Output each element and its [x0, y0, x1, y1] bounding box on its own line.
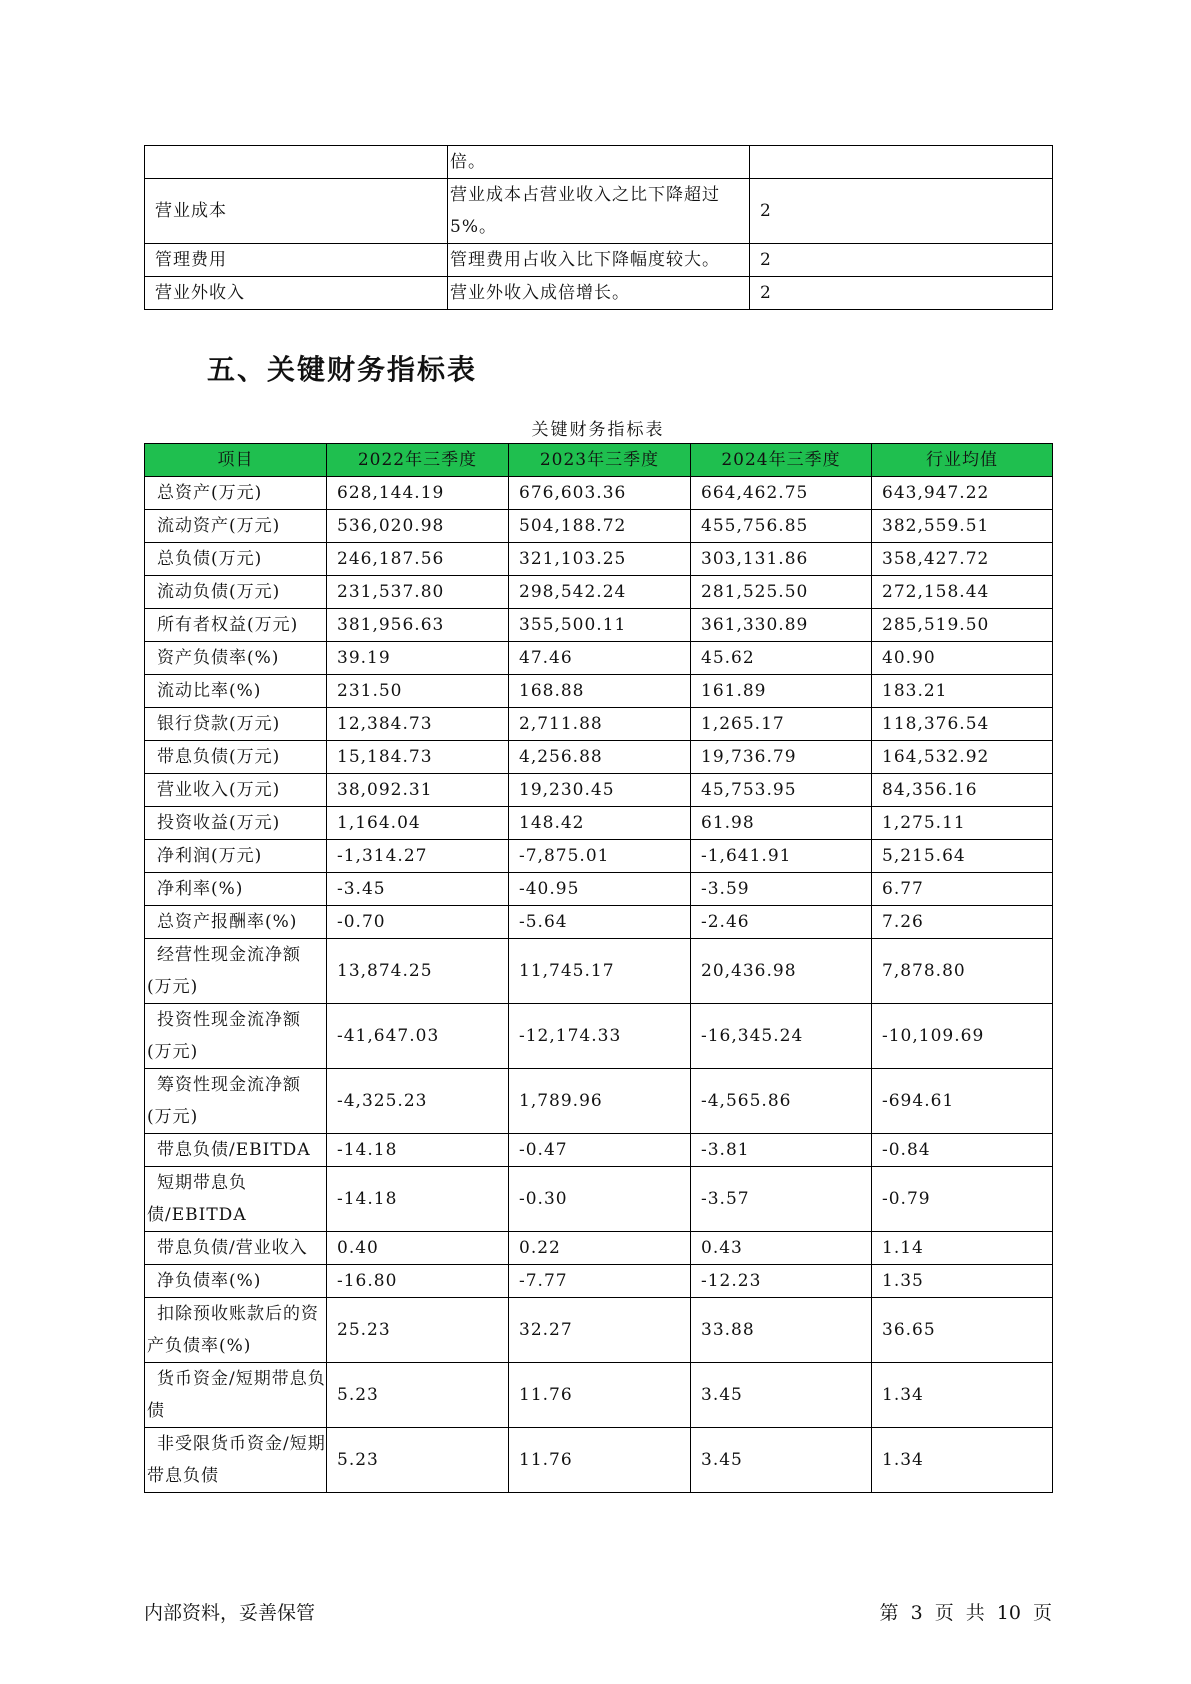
value-cell: 381,956.63	[327, 609, 509, 642]
table-body	[145, 477, 1053, 1493]
footer-page-number: 第 3 页 共 10 页	[879, 1602, 1052, 1624]
column-header: 行业均值	[872, 444, 1053, 477]
value-cell: 1.14	[872, 1232, 1053, 1265]
indicator-label: 带息负债/EBITDA	[145, 1134, 327, 1167]
score-cell: 2	[750, 277, 1053, 310]
value-cell: 148.42	[509, 807, 691, 840]
value-cell: 36.65	[872, 1298, 1053, 1363]
value-cell: -2.46	[691, 906, 872, 939]
value-cell: -3.57	[691, 1167, 872, 1232]
value-cell: 11.76	[509, 1428, 691, 1493]
table-row	[145, 510, 1053, 543]
table-row	[145, 244, 1053, 277]
value-cell: -16,345.24	[691, 1004, 872, 1069]
value-cell: -3.81	[691, 1134, 872, 1167]
key-financial-indicators-table	[144, 443, 1053, 1493]
value-cell: -0.79	[872, 1167, 1053, 1232]
item-cell: 营业外收入	[145, 277, 448, 310]
value-cell: 11.76	[509, 1363, 691, 1428]
indicator-label: 流动负债(万元)	[145, 576, 327, 609]
value-cell: -1,314.27	[327, 840, 509, 873]
value-cell: -12.23	[691, 1265, 872, 1298]
indicator-label: 总负债(万元)	[145, 543, 327, 576]
indicator-label: 流动比率(%)	[145, 675, 327, 708]
value-cell: -12,174.33	[509, 1004, 691, 1069]
indicator-label: 净利率(%)	[145, 873, 327, 906]
indicator-label: 带息负债/营业收入	[145, 1232, 327, 1265]
table-row	[145, 1069, 1053, 1134]
indicator-label: 筹资性现金流净额(万元)	[145, 1069, 327, 1134]
value-cell: 38,092.31	[327, 774, 509, 807]
value-cell: -4,325.23	[327, 1069, 509, 1134]
value-cell: 84,356.16	[872, 774, 1053, 807]
indicator-label: 投资性现金流净额(万元)	[145, 1004, 327, 1069]
value-cell: 664,462.75	[691, 477, 872, 510]
footer-confidential-note: 内部资料，妥善保管	[144, 1602, 316, 1624]
value-cell: 355,500.11	[509, 609, 691, 642]
indicator-label: 净负债率(%)	[145, 1265, 327, 1298]
table-row	[145, 1428, 1053, 1493]
value-cell: 33.88	[691, 1298, 872, 1363]
value-cell: 298,542.24	[509, 576, 691, 609]
indicator-label: 总资产报酬率(%)	[145, 906, 327, 939]
value-cell: 39.19	[327, 642, 509, 675]
indicator-label: 净利润(万元)	[145, 840, 327, 873]
value-cell: 358,427.72	[872, 543, 1053, 576]
indicator-label: 扣除预收账款后的资产负债率(%)	[145, 1298, 327, 1363]
value-cell: 231,537.80	[327, 576, 509, 609]
score-cell	[750, 146, 1053, 179]
value-cell: 5.23	[327, 1363, 509, 1428]
score-cell: 2	[750, 179, 1053, 244]
description-cell: 管理费用占收入比下降幅度较大。	[448, 244, 750, 277]
value-cell: -14.18	[327, 1167, 509, 1232]
value-cell: 161.89	[691, 675, 872, 708]
value-cell: 2,711.88	[509, 708, 691, 741]
table-header-row	[145, 444, 1053, 477]
value-cell: 1,164.04	[327, 807, 509, 840]
description-cell: 营业成本占营业收入之比下降超过5%。	[448, 179, 750, 244]
value-cell: 1.34	[872, 1363, 1053, 1428]
column-header: 2022年三季度	[327, 444, 509, 477]
value-cell: 272,158.44	[872, 576, 1053, 609]
value-cell: 303,131.86	[691, 543, 872, 576]
value-cell: 3.45	[691, 1428, 872, 1493]
table-row	[145, 576, 1053, 609]
value-cell: 1,789.96	[509, 1069, 691, 1134]
column-header: 2024年三季度	[691, 444, 872, 477]
value-cell: 11,745.17	[509, 939, 691, 1004]
table-row	[145, 840, 1053, 873]
indicator-label: 货币资金/短期带息负债	[145, 1363, 327, 1428]
table-row	[145, 807, 1053, 840]
value-cell: -16.80	[327, 1265, 509, 1298]
value-cell: 321,103.25	[509, 543, 691, 576]
value-cell: 3.45	[691, 1363, 872, 1428]
table-row	[145, 1167, 1053, 1232]
table-row	[145, 939, 1053, 1004]
indicator-label: 投资收益(万元)	[145, 807, 327, 840]
value-cell: 183.21	[872, 675, 1053, 708]
table-row	[145, 1232, 1053, 1265]
value-cell: 246,187.56	[327, 543, 509, 576]
value-cell: 504,188.72	[509, 510, 691, 543]
value-cell: 47.46	[509, 642, 691, 675]
risk-items-table	[144, 145, 1053, 310]
value-cell: -694.61	[872, 1069, 1053, 1134]
value-cell: 7.26	[872, 906, 1053, 939]
item-cell	[145, 146, 448, 179]
table-row	[145, 1298, 1053, 1363]
description-cell: 倍。	[448, 146, 750, 179]
table-row	[145, 146, 1053, 179]
value-cell: -1,641.91	[691, 840, 872, 873]
value-cell: 382,559.51	[872, 510, 1053, 543]
value-cell: 6.77	[872, 873, 1053, 906]
value-cell: 118,376.54	[872, 708, 1053, 741]
value-cell: 25.23	[327, 1298, 509, 1363]
indicator-label: 经营性现金流净额(万元)	[145, 939, 327, 1004]
value-cell: 1,265.17	[691, 708, 872, 741]
table-row	[145, 277, 1053, 310]
table-row	[145, 543, 1053, 576]
column-header: 2023年三季度	[509, 444, 691, 477]
value-cell: 285,519.50	[872, 609, 1053, 642]
value-cell: -40.95	[509, 873, 691, 906]
table-row	[145, 675, 1053, 708]
indicator-label: 资产负债率(%)	[145, 642, 327, 675]
table-row	[145, 1004, 1053, 1069]
value-cell: 643,947.22	[872, 477, 1053, 510]
value-cell: -0.47	[509, 1134, 691, 1167]
value-cell: 628,144.19	[327, 477, 509, 510]
table-row	[145, 774, 1053, 807]
value-cell: 361,330.89	[691, 609, 872, 642]
value-cell: 45,753.95	[691, 774, 872, 807]
table-row	[145, 873, 1053, 906]
indicator-label: 短期带息负债/EBITDA	[145, 1167, 327, 1232]
value-cell: -4,565.86	[691, 1069, 872, 1134]
indicator-label: 所有者权益(万元)	[145, 609, 327, 642]
value-cell: 32.27	[509, 1298, 691, 1363]
section-title: 五、关键财务指标表	[207, 353, 478, 386]
item-cell: 营业成本	[145, 179, 448, 244]
table-caption: 关键财务指标表	[531, 420, 665, 440]
value-cell: -7,875.01	[509, 840, 691, 873]
value-cell: 0.22	[509, 1232, 691, 1265]
value-cell: 1.35	[872, 1265, 1053, 1298]
value-cell: 168.88	[509, 675, 691, 708]
value-cell: 231.50	[327, 675, 509, 708]
value-cell: 536,020.98	[327, 510, 509, 543]
value-cell: 13,874.25	[327, 939, 509, 1004]
value-cell: -0.70	[327, 906, 509, 939]
value-cell: -7.77	[509, 1265, 691, 1298]
value-cell: -10,109.69	[872, 1004, 1053, 1069]
table-row	[145, 642, 1053, 675]
value-cell: 0.40	[327, 1232, 509, 1265]
value-cell: 5.23	[327, 1428, 509, 1493]
value-cell: 455,756.85	[691, 510, 872, 543]
value-cell: 19,230.45	[509, 774, 691, 807]
value-cell: 676,603.36	[509, 477, 691, 510]
table-row	[145, 741, 1053, 774]
value-cell: -3.59	[691, 873, 872, 906]
value-cell: 40.90	[872, 642, 1053, 675]
table-row	[145, 609, 1053, 642]
score-cell: 2	[750, 244, 1053, 277]
table-row	[145, 1363, 1053, 1428]
description-cell: 营业外收入成倍增长。	[448, 277, 750, 310]
table-row	[145, 906, 1053, 939]
value-cell: 61.98	[691, 807, 872, 840]
value-cell: 1,275.11	[872, 807, 1053, 840]
item-cell: 管理费用	[145, 244, 448, 277]
value-cell: 20,436.98	[691, 939, 872, 1004]
value-cell: -0.30	[509, 1167, 691, 1232]
value-cell: 5,215.64	[872, 840, 1053, 873]
value-cell: 15,184.73	[327, 741, 509, 774]
value-cell: 1.34	[872, 1428, 1053, 1493]
indicator-label: 带息负债(万元)	[145, 741, 327, 774]
value-cell: 45.62	[691, 642, 872, 675]
value-cell: 4,256.88	[509, 741, 691, 774]
value-cell: 19,736.79	[691, 741, 872, 774]
indicator-label: 营业收入(万元)	[145, 774, 327, 807]
value-cell: 7,878.80	[872, 939, 1053, 1004]
value-cell: -14.18	[327, 1134, 509, 1167]
value-cell: -0.84	[872, 1134, 1053, 1167]
indicator-label: 银行贷款(万元)	[145, 708, 327, 741]
value-cell: -3.45	[327, 873, 509, 906]
indicator-label: 总资产(万元)	[145, 477, 327, 510]
table-row	[145, 1265, 1053, 1298]
table-row	[145, 1134, 1053, 1167]
table-row	[145, 477, 1053, 510]
column-header: 项目	[145, 444, 327, 477]
value-cell: 12,384.73	[327, 708, 509, 741]
table-row	[145, 708, 1053, 741]
value-cell: 0.43	[691, 1232, 872, 1265]
value-cell: 281,525.50	[691, 576, 872, 609]
indicator-label: 流动资产(万元)	[145, 510, 327, 543]
value-cell: 164,532.92	[872, 741, 1053, 774]
table-row	[145, 179, 1053, 244]
value-cell: -5.64	[509, 906, 691, 939]
value-cell: -41,647.03	[327, 1004, 509, 1069]
indicator-label: 非受限货币资金/短期带息负债	[145, 1428, 327, 1493]
